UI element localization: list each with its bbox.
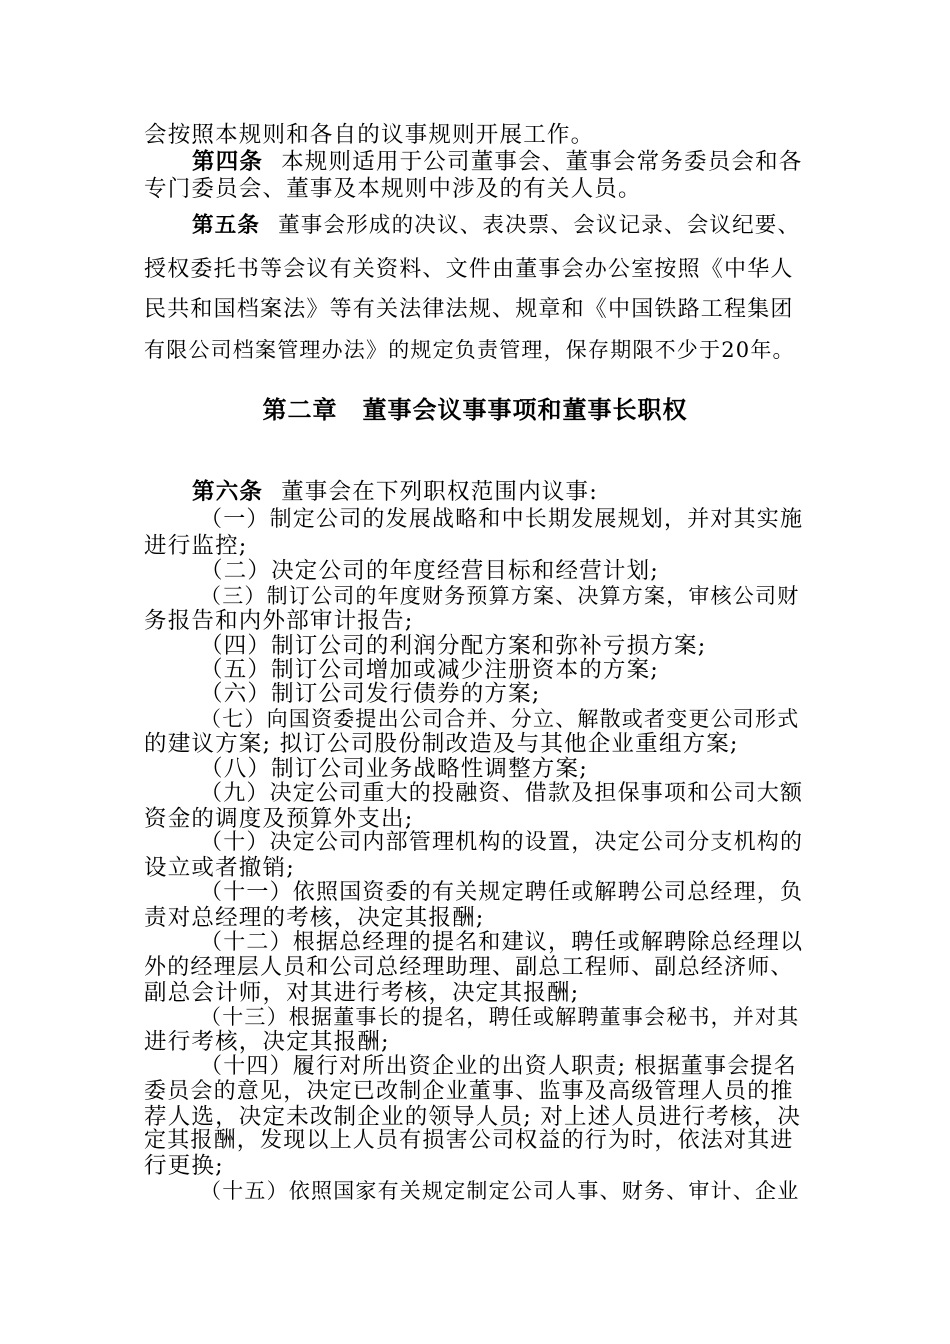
list-item-cont: 行更换; bbox=[144, 1153, 224, 1179]
list-item-cont: 外的经理层人员和公司总经理助理、副总工程师、副总经济师、 bbox=[144, 955, 794, 980]
list-item-cont: 委员会的意见，决定已改制企业董事、监事及高级管理人员的推 bbox=[144, 1079, 794, 1104]
list-item: （九）决定公司重大的投融资、借款及担保事项和公司大额 bbox=[200, 781, 804, 806]
list-item: （十一）依照国资委的有关规定聘任或解聘公司总经理，负 bbox=[200, 880, 804, 905]
list-item: （十五）依照国家有关规定制定公司人事、财务、审计、企业 bbox=[200, 1179, 800, 1203]
list-item-cont: 定其报酬，发现以上人员有损害公司权益的行为时，依法对其进 bbox=[144, 1128, 794, 1153]
article-text: 董事会在下列职权范围内议事: bbox=[281, 479, 598, 505]
list-item: （四）制订公司的利润分配方案和弥补亏损方案; bbox=[200, 633, 707, 659]
list-item: （十三）根据董事长的提名，聘任或解聘董事会秘书，并对其 bbox=[200, 1005, 800, 1029]
text-line: 民共和国档案法》等有关法律法规、规章和《中国铁路工程集团 bbox=[144, 297, 794, 322]
list-item-cont: 进行考核，决定其报酬; bbox=[144, 1029, 390, 1055]
list-item: （十四）履行对所出资企业的出资人职责; 根据董事会提名 bbox=[200, 1054, 797, 1079]
list-item: （十二）根据总经理的提名和建议，聘任或解聘除总经理以 bbox=[200, 930, 804, 955]
article-6 bbox=[192, 479, 806, 505]
list-item: （七）向国资委提出公司合并、分立、解散或者变更公司形式 bbox=[200, 707, 800, 731]
article-label: 第五条 bbox=[192, 213, 261, 238]
list-item: （三）制订公司的年度财务预算方案、决算方案，审核公司财 bbox=[200, 584, 800, 608]
list-item: （六）制订公司发行债券的方案; bbox=[200, 681, 541, 707]
article-5 bbox=[192, 213, 806, 239]
list-item: （一）制定公司的发展战略和中长期发展规划，并对其实施 bbox=[200, 507, 804, 532]
list-item-cont: 副总会计师，对其进行考核，决定其报酬; bbox=[144, 980, 580, 1006]
article-label: 第六条 bbox=[192, 479, 264, 505]
text-line: 授权委托书等会议有关资料、文件由董事会办公室按照《中华人 bbox=[144, 257, 794, 282]
list-item-cont: 荐人选，决定未改制企业的领导人员; 对上述人员进行考核，决 bbox=[144, 1104, 802, 1130]
list-item: （五）制订公司增加或减少注册资本的方案; bbox=[200, 657, 660, 683]
list-item: （八）制订公司业务战略性调整方案; bbox=[200, 756, 588, 782]
list-item-cont: 资金的调度及预算外支出; bbox=[144, 806, 414, 832]
article-text: 本规则适用于公司董事会、董事会常务委员会和各 bbox=[281, 149, 803, 175]
text-line: 会按照本规则和各自的议事规则开展工作。 bbox=[144, 122, 595, 148]
text-line: 专门委员会、董事及本规则中涉及的有关人员。 bbox=[144, 176, 642, 202]
article-text: 董事会形成的决议、表决票、会议记录、会议纪要、 bbox=[278, 213, 801, 238]
list-item-cont: 责对总经理的考核，决定其报酬; bbox=[144, 905, 485, 931]
article-label: 第四条 bbox=[192, 149, 264, 175]
list-item-cont: 务报告和内外部审计报告; bbox=[144, 608, 414, 634]
list-item-cont: 的建议方案; 拟订公司股份制改造及与其他企业重组方案; bbox=[144, 731, 739, 757]
list-item-cont: 进行监控; bbox=[144, 533, 248, 559]
article-4 bbox=[192, 149, 806, 175]
text-line: 有限公司档案管理办法》的规定负责管理，保存期限不少于20年。 bbox=[144, 338, 795, 362]
list-item: （十）决定公司内部管理机构的设置，决定公司分支机构的 bbox=[200, 830, 804, 855]
list-item: （二）决定公司的年度经营目标和经营计划; bbox=[200, 558, 660, 584]
list-item-cont: 设立或者撤销; bbox=[144, 855, 295, 881]
chapter-heading: 第二章 董事会议事事项和董事长职权 bbox=[262, 396, 688, 424]
